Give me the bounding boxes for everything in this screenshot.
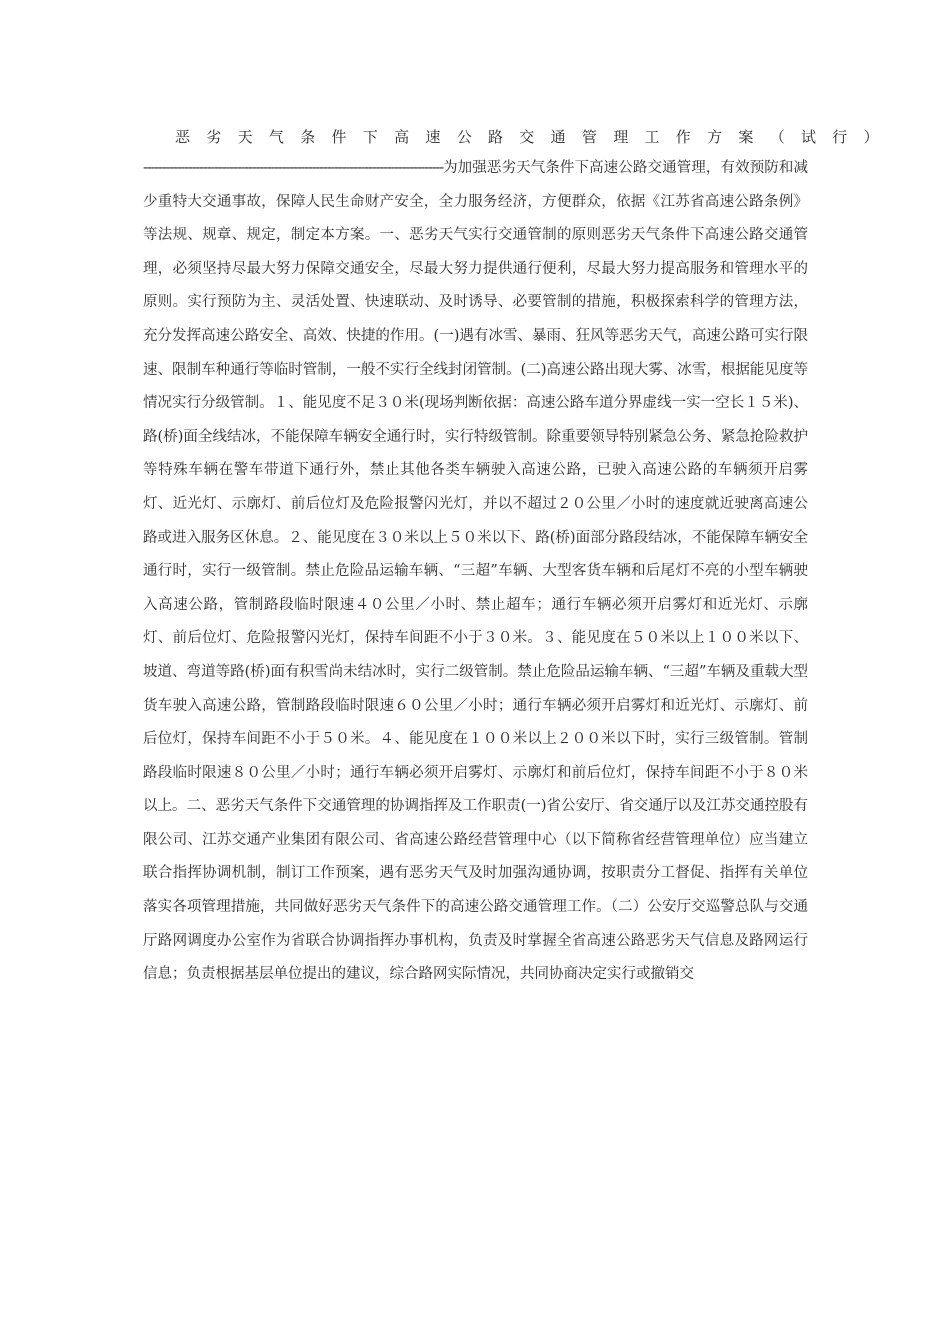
document-body bbox=[143, 152, 808, 992]
separator-line: -------------------------------------------------------------------------------- bbox=[143, 160, 443, 176]
document-content bbox=[143, 122, 895, 992]
document-title: 恶劣天气条件下高速公路交通管理工作方案（试行） bbox=[175, 128, 895, 146]
body-paragraph: 为加强恶劣天气条件下高速公路交通管理，有效预防和减少重特大交通事故，保障人民生命财产安全，全力服务经济，方便群众，依据《江苏省高速公路条例》等法规、规章、规定，制定本方案。一、恶劣天气实行交通管制的原则恶劣天气条件下高速公路交通管理，必须坚持尽最大努力保障交通安全，尽最大努力提供通行便利，尽最大努力提高服务和管理水平的原则。实行预防为主、灵活处置、快速联动、及时诱导、必要管制的措施，积极探索科学的管理方法，充分发挥高速公路安全、高效、快捷的作用。(一)遇有冰雪、暴雨、狂风等恶劣天气，高速公路可实行限速、限制车种通行等临时管制，一般不实行全线封闭管制。(二)高速公路出现大雾、冰雪，根据能见度等情况实行分级管制。１、能见度不足３０米(现场判断依据：高速公路车道分界虚线一实一空长１５米)、路(桥)面全线结冰，不能保障车辆安全通行时，实行特级管制。除重要领导特别紧急公务、紧急抢险救护等特殊车辆在警车带道下通行外，禁止其他各类车辆驶入高速公路，已驶入高速公路的车辆须开启雾灯、近光灯、示廓灯、前后位灯及危险报警闪光灯，并以不超过２０公里／小时的速度就近驶离高速公路或进入服务区休息。２、能见度在３０米以上５０米以下、路(桥)面部分路段结冰，不能保障车辆安全通行时，实行一级管制。禁止危险品运输车辆、“三超”车辆、大型客货车辆和后尾灯不亮的小型车辆驶入高速公路，管制路段临时限速４０公里／小时、禁止超车；通行车辆必须开启雾灯和近光灯、示廓灯、前后位灯、危险报警闪光灯，保持车间距不小于３０米。３、能见度在５０米以上１００米以下、坡道、弯道等路(桥)面有积雪尚未结冰时，实行二级管制。禁止危险品运输车辆、“三超”车辆及重载大型货车驶入高速公路，管制路段临时限速６０公里／小时；通行车辆必须开启雾灯和近光灯、示廓灯、前后位灯，保持车间距不小于５０米。４、能见度在１００米以上２００米以下时，实行三级管制。管制路段临时限速８０公里／小时；通行车辆必须开启雾灯、示廓灯和前后位灯，保持车间距不小于８０米以上。二、恶劣天气条件下交通管理的协调指挥及工作职责(一)省公安厅、省交通厅以及江苏交通控股有限公司、江苏交通产业集团有限公司、省高速公路经营管理中心（以下简称省经营管理单位）应当建立联合指挥协调机制，制订工作预案，遇有恶劣天气及时加强沟通协调，按职责分工督促、指挥有关单位落实各项管理措施，共同做好恶劣天气条件下的高速公路交通管理工作。（二）公安厅交巡警总队与交通厅路网调度办公室作为省联合协调指挥办事机构，负责及时掌握全省高速公路恶劣天气信息及路网运行信息；负责根据基层单位提出的建议，综合路网实际情况，共同协商决定实行或撤销交 bbox=[143, 160, 808, 983]
